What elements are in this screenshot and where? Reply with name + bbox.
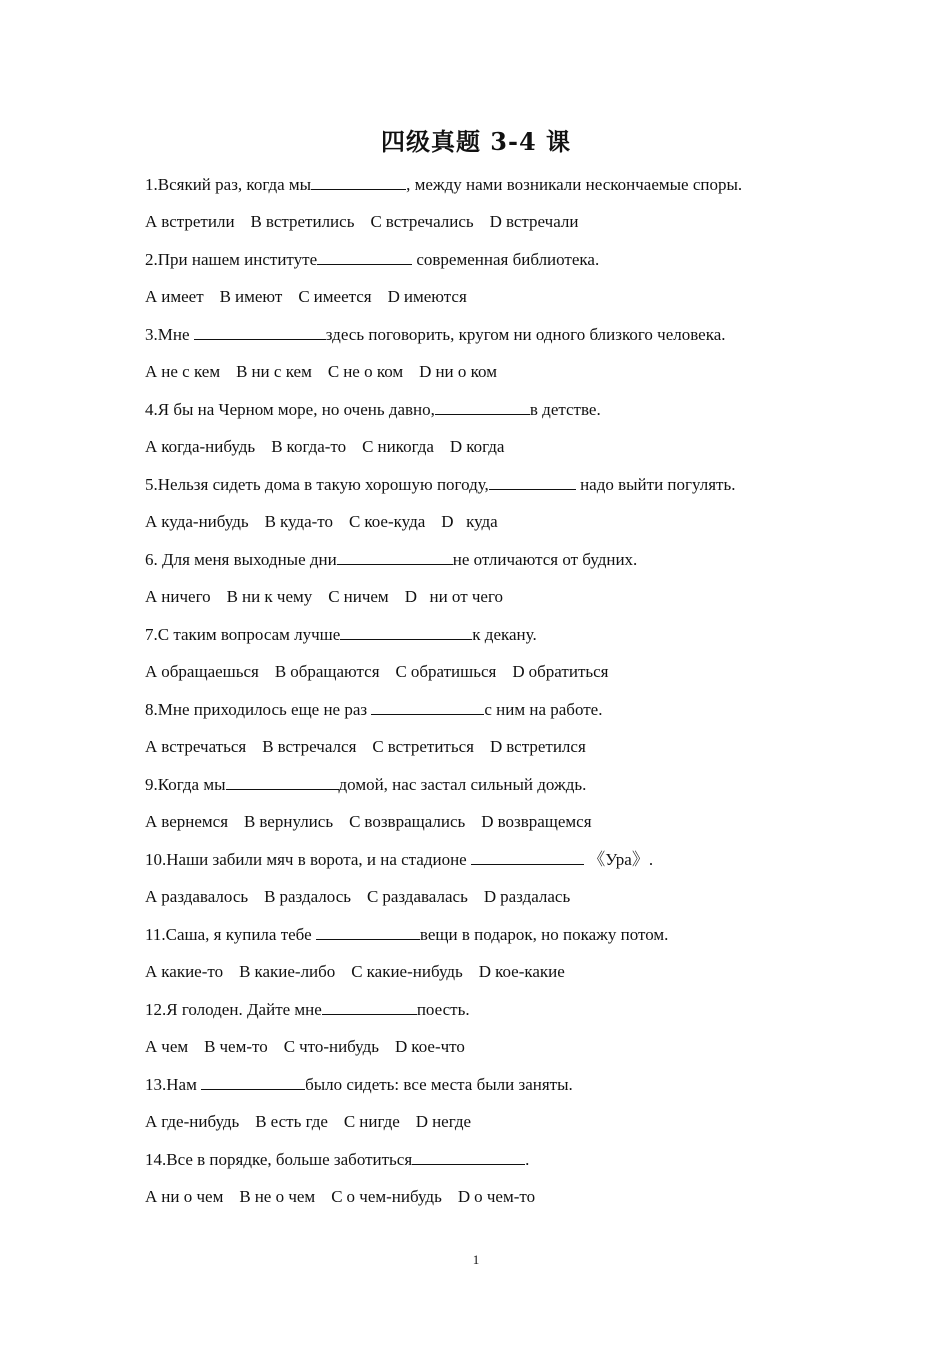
answer-blank — [337, 548, 453, 565]
option-letter: D — [483, 887, 497, 906]
option-text: возвращались — [364, 812, 466, 831]
option-text: не с кем — [161, 362, 221, 381]
question-text-after: современная библиотека. — [412, 250, 600, 269]
option-letter: A — [145, 1112, 158, 1131]
option-text: ни от чего — [420, 587, 504, 606]
question-item — [145, 848, 845, 923]
option-letter: B — [244, 812, 256, 831]
question-text-after: к декану. — [472, 625, 537, 644]
answer-option — [255, 1110, 328, 1134]
option-letter: A — [145, 812, 158, 831]
answer-option — [251, 210, 355, 234]
option-letter: A — [145, 362, 158, 381]
question-item — [145, 998, 845, 1073]
answer-option — [145, 810, 228, 834]
answer-option — [362, 435, 434, 459]
option-letter: A — [145, 512, 158, 531]
option-letter: B — [239, 1187, 251, 1206]
question-item — [145, 398, 845, 473]
question-text-after: , между нами возникали нескончаемые споры. — [406, 175, 743, 194]
question-item — [145, 623, 845, 698]
question-item — [145, 1148, 845, 1223]
option-text: встречали — [505, 212, 579, 231]
answer-option — [220, 285, 283, 309]
option-letter: D — [512, 662, 525, 681]
answer-option — [145, 510, 249, 534]
option-text: где-нибудь — [161, 1112, 240, 1131]
option-letter: B — [250, 212, 262, 231]
answer-option — [298, 285, 371, 309]
answer-option — [396, 660, 497, 684]
answer-options — [145, 210, 845, 234]
option-text: какие-то — [161, 962, 224, 981]
question-text — [145, 548, 845, 572]
question-item — [145, 923, 845, 998]
option-text: встречаться — [161, 737, 247, 756]
question-text-after: было сидеть: все места были заняты. — [305, 1075, 573, 1094]
option-letter: A — [145, 962, 158, 981]
option-text: имеются — [403, 287, 467, 306]
option-text: что-нибудь — [299, 1037, 380, 1056]
option-text: обратишься — [410, 662, 497, 681]
option-text: о чем-то — [474, 1187, 536, 1206]
option-text: вернемся — [161, 812, 229, 831]
answer-option — [344, 1110, 400, 1134]
answer-options — [145, 885, 845, 909]
answer-option — [145, 960, 223, 984]
answer-option — [262, 735, 356, 759]
answer-options — [145, 360, 845, 384]
option-text: какие-либо — [254, 962, 336, 981]
question-text-before: 12.Я голоден. Дайте мне — [145, 1000, 322, 1019]
option-text: встретили — [161, 212, 235, 231]
option-text: раздалась — [500, 887, 571, 906]
answer-option — [145, 660, 259, 684]
answer-option — [145, 1035, 188, 1059]
answer-option — [264, 885, 351, 909]
answer-option — [395, 1035, 465, 1059]
option-letter: B — [236, 362, 248, 381]
option-letter: A — [145, 437, 158, 456]
answer-options — [145, 285, 845, 309]
answer-option — [145, 285, 204, 309]
answer-blank — [412, 1148, 525, 1165]
answer-option — [388, 285, 467, 309]
option-text: обратиться — [528, 662, 609, 681]
answer-blank — [201, 1073, 305, 1090]
question-text — [145, 398, 845, 422]
question-text-before: 11.Саша, я купила тебе — [145, 925, 316, 944]
question-text-before: 5.Нельзя сидеть дома в такую хорошую погоду, — [145, 475, 489, 494]
answer-option — [349, 510, 425, 534]
option-letter: A — [145, 1187, 158, 1206]
option-text: кое-куда — [364, 512, 426, 531]
question-text — [145, 773, 845, 797]
option-text: ни о ком — [435, 362, 497, 381]
option-letter: C — [395, 662, 407, 681]
option-letter: D — [478, 962, 492, 981]
question-text-before: 2.При нашем институте — [145, 250, 318, 269]
option-letter: D — [441, 512, 454, 531]
question-text — [145, 1148, 845, 1172]
option-text: куда — [457, 512, 498, 531]
option-text: не о чем — [254, 1187, 316, 1206]
option-letter: C — [362, 437, 374, 456]
option-letter: C — [327, 362, 340, 381]
option-text: имеет — [161, 287, 204, 306]
option-letter: B — [204, 1037, 216, 1056]
answer-option — [481, 810, 591, 834]
answer-option — [145, 1185, 223, 1209]
answer-option — [271, 435, 346, 459]
answer-blank — [371, 698, 484, 715]
question-text-after: домой, нас застал сильный дождь. — [338, 775, 587, 794]
question-text-before: 8.Мне приходилось еще не раз — [145, 700, 372, 719]
question-text-after: поесть. — [416, 1000, 470, 1019]
question-text-after: надо выйти погулять. — [575, 475, 736, 494]
answer-option — [484, 885, 570, 909]
option-text: ни к чему — [241, 587, 313, 606]
answer-option — [145, 435, 255, 459]
question-text-before: 13.Нам — [145, 1075, 202, 1094]
question-text — [145, 248, 845, 272]
option-letter: D — [404, 587, 417, 606]
option-text: встречался — [277, 737, 357, 756]
option-text: встретились — [265, 212, 355, 231]
option-text: встретился — [506, 737, 586, 756]
option-text: обращаешься — [161, 662, 259, 681]
answer-option — [349, 810, 465, 834]
option-letter: D — [489, 212, 502, 231]
option-letter: C — [331, 1187, 343, 1206]
option-letter: A — [145, 587, 158, 606]
answer-options — [145, 1185, 845, 1209]
option-letter: C — [370, 212, 382, 231]
question-text — [145, 998, 845, 1022]
option-text: раздавалось — [161, 887, 249, 906]
answer-option — [145, 585, 211, 609]
option-letter: B — [271, 437, 283, 456]
option-text: обращаются — [290, 662, 380, 681]
answer-blank — [316, 923, 420, 940]
answer-blank — [471, 848, 584, 865]
answer-option — [490, 210, 579, 234]
answer-options — [145, 810, 845, 834]
answer-options — [145, 585, 845, 609]
question-text-after: не отличаются от будних. — [452, 550, 638, 569]
answer-option — [227, 585, 313, 609]
option-letter: B — [255, 1112, 267, 1131]
answer-options — [145, 660, 845, 684]
option-text: есть где — [270, 1112, 328, 1131]
answer-blank — [226, 773, 339, 790]
page-title: 四级真题 3-4 课 — [380, 127, 572, 156]
option-letter: D — [419, 362, 432, 381]
answer-option — [441, 510, 497, 534]
answer-option — [239, 1185, 315, 1209]
question-text — [145, 698, 845, 722]
answer-blank — [194, 323, 326, 340]
answer-option — [370, 210, 473, 234]
option-letter: A — [145, 287, 158, 306]
answer-option — [372, 735, 474, 759]
option-text: какие-нибудь — [366, 962, 463, 981]
answer-blank — [435, 398, 530, 415]
question-text-before: 7.С таким вопросам лучше — [145, 625, 341, 644]
answer-option — [145, 360, 220, 384]
option-letter: D — [387, 287, 400, 306]
question-text — [145, 623, 845, 647]
option-text: негде — [432, 1112, 472, 1131]
answer-option — [284, 1035, 379, 1059]
option-text: куда-то — [279, 512, 333, 531]
answer-option — [244, 810, 333, 834]
question-text-after: с ним на работе. — [484, 700, 603, 719]
question-text-after: . — [525, 1150, 530, 1169]
question-text — [145, 473, 845, 497]
answer-option — [490, 735, 586, 759]
option-text: встретиться — [387, 737, 474, 756]
option-letter: B — [264, 887, 276, 906]
answer-options — [145, 510, 845, 534]
answer-blank — [317, 248, 412, 265]
option-text: ничем — [343, 587, 389, 606]
question-text-after: вещи в подарок, но покажу потом. — [419, 925, 669, 944]
answer-option — [416, 1110, 471, 1134]
option-text: имеют — [235, 287, 283, 306]
option-text: куда-нибудь — [161, 512, 249, 531]
question-item — [145, 173, 845, 248]
option-text: нигде — [359, 1112, 400, 1131]
answer-options — [145, 1110, 845, 1134]
answer-option — [265, 510, 333, 534]
question-item — [145, 773, 845, 848]
option-letter: C — [343, 1112, 356, 1131]
option-text: чем — [161, 1037, 189, 1056]
answer-option — [405, 585, 503, 609]
option-letter: B — [219, 287, 232, 306]
answer-options — [145, 435, 845, 459]
option-letter: B — [264, 512, 276, 531]
answer-option — [458, 1185, 535, 1209]
option-text: когда-нибудь — [161, 437, 256, 456]
option-letter: C — [298, 287, 310, 306]
answer-option — [236, 360, 312, 384]
answer-options — [145, 1035, 845, 1059]
option-letter: D — [415, 1112, 429, 1131]
question-item — [145, 323, 845, 398]
question-list — [145, 173, 845, 1223]
answer-option — [351, 960, 462, 984]
option-letter: D — [489, 737, 503, 756]
option-letter: D — [481, 812, 494, 831]
answer-option — [145, 1110, 239, 1134]
option-letter: A — [145, 662, 158, 681]
option-letter: D — [449, 437, 463, 456]
page-number: 1 — [472, 1252, 480, 1267]
answer-blank — [340, 623, 472, 640]
answer-option — [367, 885, 468, 909]
answer-option — [145, 735, 246, 759]
option-letter: A — [145, 737, 158, 756]
option-text: раздалось — [279, 887, 351, 906]
option-text: встречались — [385, 212, 474, 231]
option-text: никогда — [377, 437, 434, 456]
question-text-before: 6. Для меня выходные дни — [145, 550, 337, 569]
option-text: возвращемся — [497, 812, 592, 831]
answer-option — [275, 660, 380, 684]
answer-blank — [489, 473, 576, 490]
question-text-before: 10.Наши забили мяч в ворота, и на стадионе — [145, 850, 471, 869]
answer-option — [239, 960, 335, 984]
option-text: ни с кем — [251, 362, 312, 381]
answer-option — [450, 435, 505, 459]
option-letter: C — [367, 887, 379, 906]
question-text-before: 3.Мне — [145, 325, 194, 344]
option-letter: C — [328, 587, 340, 606]
option-letter: C — [283, 1037, 296, 1056]
answer-option — [331, 1185, 442, 1209]
option-text: вернулись — [259, 812, 334, 831]
question-item — [145, 548, 845, 623]
question-text — [145, 323, 845, 347]
option-letter: A — [145, 212, 158, 231]
option-letter: A — [145, 887, 158, 906]
question-item — [145, 698, 845, 773]
answer-blank — [322, 998, 417, 1015]
option-text: о чем-нибудь — [346, 1187, 442, 1206]
question-item — [145, 1073, 845, 1148]
option-text: когда — [466, 437, 505, 456]
question-text-before: 9.Когда мы — [145, 775, 226, 794]
option-text: чем-то — [219, 1037, 268, 1056]
option-letter: B — [239, 962, 251, 981]
option-letter: B — [226, 587, 238, 606]
option-letter: C — [349, 812, 361, 831]
question-text — [145, 173, 845, 197]
answer-option — [479, 960, 565, 984]
answer-option — [328, 360, 403, 384]
question-text-before: 1.Всякий раз, когда мы — [145, 175, 312, 194]
question-item — [145, 473, 845, 548]
option-text: ни о чем — [161, 1187, 224, 1206]
answer-options — [145, 960, 845, 984]
answer-blank — [311, 173, 406, 190]
option-text: кое-что — [411, 1037, 465, 1056]
answer-option — [145, 210, 235, 234]
option-text: кое-какие — [495, 962, 565, 981]
answer-option — [145, 885, 248, 909]
answer-option — [419, 360, 497, 384]
option-letter: C — [348, 512, 361, 531]
question-text — [145, 923, 845, 947]
question-text-after: 《Ура》. — [583, 850, 654, 869]
option-letter: D — [395, 1037, 408, 1056]
option-letter: B — [262, 737, 274, 756]
question-item — [145, 248, 845, 323]
answer-options — [145, 735, 845, 759]
question-text-after: здесь поговорить, кругом ни одного близкого человека. — [325, 325, 726, 344]
option-letter: C — [351, 962, 363, 981]
question-text — [145, 848, 845, 872]
option-text: когда-то — [286, 437, 347, 456]
option-text: раздавалась — [382, 887, 468, 906]
option-letter: B — [274, 662, 287, 681]
question-text-after: в детстве. — [529, 400, 601, 419]
option-text: ничего — [161, 587, 211, 606]
option-letter: A — [145, 1037, 158, 1056]
answer-option — [204, 1035, 268, 1059]
option-letter: C — [372, 737, 384, 756]
option-text: имеется — [313, 287, 372, 306]
answer-option — [328, 585, 388, 609]
question-text-before: 4.Я бы на Черном море, но очень давно, — [145, 400, 435, 419]
answer-option — [512, 660, 608, 684]
option-text: не о ком — [343, 362, 404, 381]
question-text-before: 14.Все в порядке, больше заботиться — [145, 1150, 413, 1169]
option-letter: D — [457, 1187, 471, 1206]
question-text — [145, 1073, 845, 1097]
